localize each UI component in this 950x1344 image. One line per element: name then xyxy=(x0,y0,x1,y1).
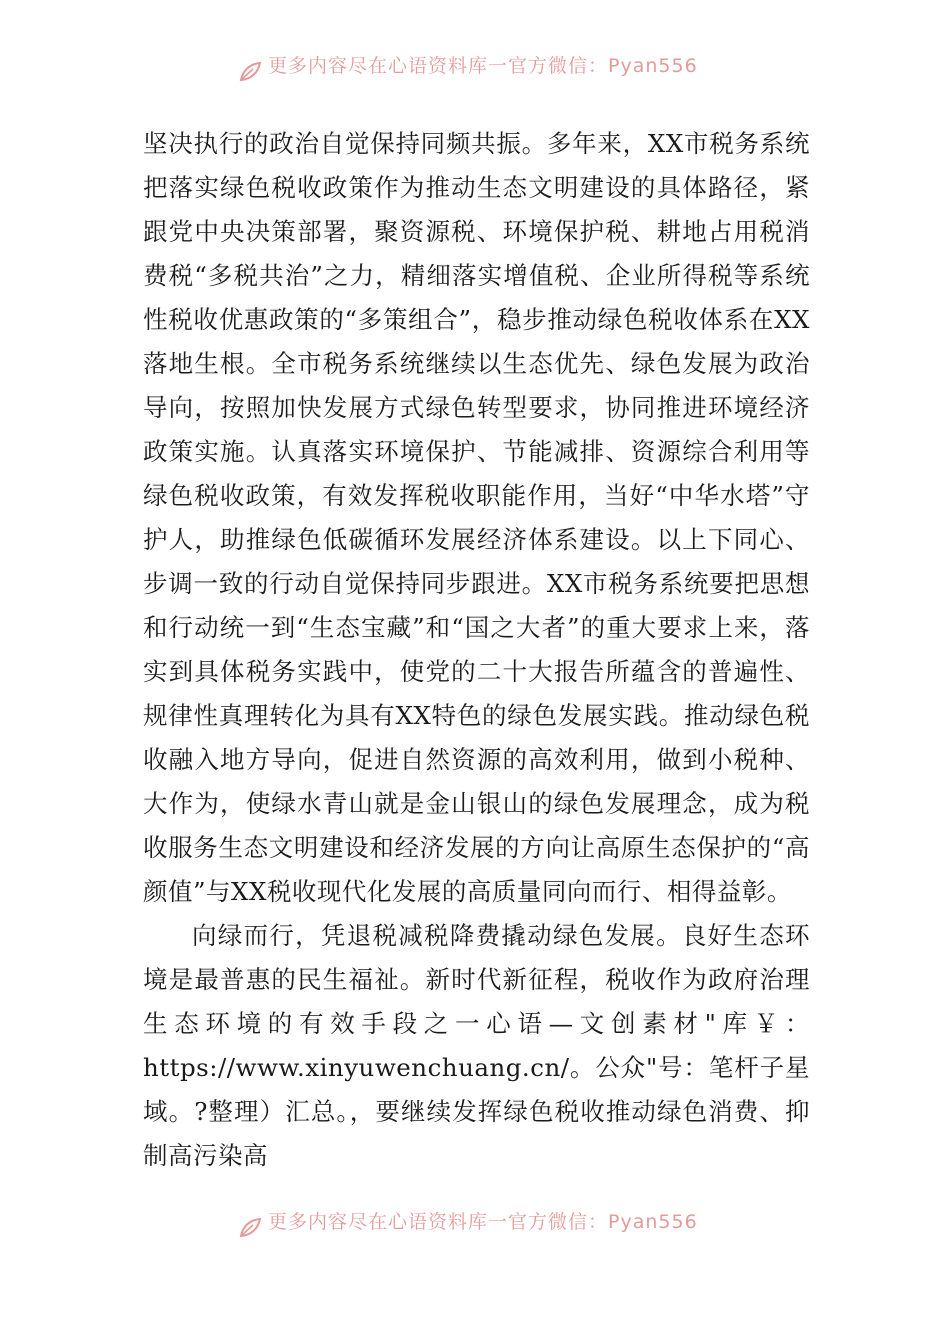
body-paragraph-1: 坚决执行的政治自觉保持同频共振。多年来，XX市税务系统把落实绿色税收政策作为推动生态文明建设的具体路径，紧跟党中央决策部署，聚资源税、环境保护税、耕地占用税消费税“多税共治”之力，精细落实增值税、企业所得税等系统性税收优惠政策的“多策组合”，稳步推动绿色税收体系在XX落地生根。全市税务系统继续以生态优先、绿色发展为政治导向，按照加快发展方式绿色转型要求，协同推进环境经济政策实施。认真落实环境保护、节能减排、资源综合利用等绿色税收政策，有效发挥税收职能作用，当好“中华水塔”守护人，助推绿色低碳循环发展经济体系建设。以上下同心、步调一致的行动自觉保持同步跟进。XX市税务系统要把思想和行动统一到“生态宝藏”和“国之大者”的重大要求上来，落实到具体税务实践中，使党的二十大报告所蕴含的普遍性、规律性真理转化为具有XX特色的绿色发展实践。推动绿色税收融入地方导向，促进自然资源的高效利用，做到小税种、大作为，使绿水青山就是金山银山的绿色发展理念，成为税收服务生态文明建设和经济发展的方向让高原生态保护的“高颜值”与XX税收现代化发展的高质量同向而行、相得益彰。 xyxy=(143,129,810,906)
body-paragraph-2: 向绿而行，凭退税减税降费撬动绿色发展。良好生态环境是最普惠的民生福祉。新时代新征程，税收作为政府治理生态环境的有效手段之一心语—文创素材"库￥：https://www.xinyuwenchuang.cn/。公众"号：笔杆子星域。?整理）汇总。，要继续发挥绿色税收推动绿色消费、抑制高污染高 xyxy=(143,921,810,1170)
leaf-logo-icon xyxy=(238,60,264,84)
document-body xyxy=(143,122,810,1178)
watermark-banner-bottom xyxy=(0,1208,950,1244)
watermark-banner-top xyxy=(0,52,950,88)
watermark-text: 更多内容尽在心语资料库一官方微信：Pyan556 xyxy=(268,55,698,77)
leaf-logo-icon xyxy=(238,1216,264,1240)
watermark-text: 更多内容尽在心语资料库一官方微信：Pyan556 xyxy=(268,1211,698,1233)
